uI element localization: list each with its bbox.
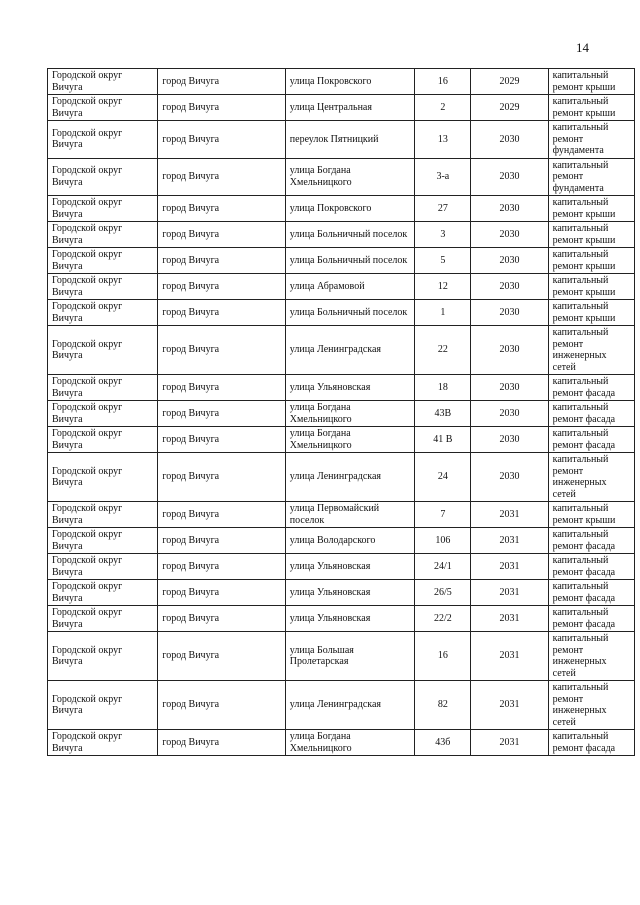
- house-number-cell: 22: [415, 326, 471, 375]
- year-cell: 2030: [471, 121, 548, 159]
- house-number-cell: 3-а: [415, 158, 471, 196]
- year-cell: 2030: [471, 375, 548, 401]
- district-cell: Городской округ Вичуга: [48, 95, 158, 121]
- table-row: [48, 554, 635, 580]
- street-cell: улица Ленинградская: [285, 681, 414, 730]
- street-cell: улица Богдана Хмельницкого: [285, 158, 414, 196]
- district-cell: Городской округ Вичуга: [48, 730, 158, 756]
- city-cell: город Вичуга: [158, 300, 285, 326]
- house-number-cell: 18: [415, 375, 471, 401]
- city-cell: город Вичуга: [158, 502, 285, 528]
- district-cell: Городской округ Вичуга: [48, 375, 158, 401]
- table-row: [48, 427, 635, 453]
- work-type-cell: капитальный ремонт крыши: [548, 274, 634, 300]
- district-cell: Городской округ Вичуга: [48, 554, 158, 580]
- year-cell: 2030: [471, 453, 548, 502]
- year-cell: 2031: [471, 580, 548, 606]
- city-cell: город Вичуга: [158, 730, 285, 756]
- year-cell: 2031: [471, 606, 548, 632]
- table-row: [48, 274, 635, 300]
- house-number-cell: 5: [415, 248, 471, 274]
- table-row: [48, 158, 635, 196]
- work-type-cell: капитальный ремонт крыши: [548, 95, 634, 121]
- work-type-cell: капитальный ремонт фасада: [548, 375, 634, 401]
- city-cell: город Вичуга: [158, 632, 285, 681]
- city-cell: город Вичуга: [158, 222, 285, 248]
- street-cell: улица Первомайский поселок: [285, 502, 414, 528]
- district-cell: Городской округ Вичуга: [48, 681, 158, 730]
- district-cell: Городской округ Вичуга: [48, 401, 158, 427]
- city-cell: город Вичуга: [158, 196, 285, 222]
- work-type-cell: капитальный ремонт фасада: [548, 606, 634, 632]
- district-cell: Городской округ Вичуга: [48, 222, 158, 248]
- year-cell: 2030: [471, 222, 548, 248]
- city-cell: город Вичуга: [158, 121, 285, 159]
- year-cell: 2031: [471, 632, 548, 681]
- table-row: [48, 528, 635, 554]
- work-type-cell: капитальный ремонт инженерных сетей: [548, 681, 634, 730]
- house-number-cell: 7: [415, 502, 471, 528]
- house-number-cell: 2: [415, 95, 471, 121]
- year-cell: 2031: [471, 502, 548, 528]
- work-type-cell: капитальный ремонт крыши: [548, 248, 634, 274]
- year-cell: 2031: [471, 681, 548, 730]
- district-cell: Городской округ Вичуга: [48, 528, 158, 554]
- house-number-cell: 82: [415, 681, 471, 730]
- year-cell: 2030: [471, 158, 548, 196]
- street-cell: улица Богдана Хмельницкого: [285, 401, 414, 427]
- work-type-cell: капитальный ремонт фасада: [548, 730, 634, 756]
- house-number-cell: 27: [415, 196, 471, 222]
- work-type-cell: капитальный ремонт фасада: [548, 528, 634, 554]
- work-type-cell: капитальный ремонт фасада: [548, 580, 634, 606]
- house-number-cell: 24: [415, 453, 471, 502]
- table-row: [48, 121, 635, 159]
- house-number-cell: 3: [415, 222, 471, 248]
- street-cell: улица Богдана Хмельницкого: [285, 730, 414, 756]
- house-number-cell: 43б: [415, 730, 471, 756]
- work-type-cell: капитальный ремонт инженерных сетей: [548, 632, 634, 681]
- district-cell: Городской округ Вичуга: [48, 158, 158, 196]
- city-cell: город Вичуга: [158, 401, 285, 427]
- year-cell: 2030: [471, 196, 548, 222]
- house-number-cell: 26/5: [415, 580, 471, 606]
- street-cell: улица Больничный поселок: [285, 248, 414, 274]
- table-row: [48, 248, 635, 274]
- table-row: [48, 222, 635, 248]
- year-cell: 2030: [471, 427, 548, 453]
- city-cell: город Вичуга: [158, 606, 285, 632]
- year-cell: 2030: [471, 401, 548, 427]
- city-cell: город Вичуга: [158, 248, 285, 274]
- city-cell: город Вичуга: [158, 69, 285, 95]
- house-number-cell: 43В: [415, 401, 471, 427]
- table-row: [48, 401, 635, 427]
- street-cell: улица Покровского: [285, 196, 414, 222]
- street-cell: улица Ульяновская: [285, 606, 414, 632]
- district-cell: Городской округ Вичуга: [48, 606, 158, 632]
- street-cell: улица Покровского: [285, 69, 414, 95]
- work-type-cell: капитальный ремонт крыши: [548, 222, 634, 248]
- table-row: [48, 326, 635, 375]
- table-row: [48, 375, 635, 401]
- work-type-cell: капитальный ремонт инженерных сетей: [548, 326, 634, 375]
- table-row: [48, 502, 635, 528]
- table-row: [48, 632, 635, 681]
- city-cell: город Вичуга: [158, 427, 285, 453]
- street-cell: улица Ленинградская: [285, 326, 414, 375]
- street-cell: улица Володарского: [285, 528, 414, 554]
- house-number-cell: 16: [415, 632, 471, 681]
- district-cell: Городской округ Вичуга: [48, 196, 158, 222]
- house-number-cell: 16: [415, 69, 471, 95]
- city-cell: город Вичуга: [158, 453, 285, 502]
- year-cell: 2029: [471, 69, 548, 95]
- table-row: [48, 196, 635, 222]
- street-cell: улица Богдана Хмельницкого: [285, 427, 414, 453]
- city-cell: город Вичуга: [158, 681, 285, 730]
- table-row: [48, 453, 635, 502]
- table-row: [48, 300, 635, 326]
- street-cell: улица Больничный поселок: [285, 222, 414, 248]
- street-cell: улица Ленинградская: [285, 453, 414, 502]
- city-cell: город Вичуга: [158, 274, 285, 300]
- house-number-cell: 1: [415, 300, 471, 326]
- work-type-cell: капитальный ремонт крыши: [548, 300, 634, 326]
- year-cell: 2029: [471, 95, 548, 121]
- house-number-cell: 13: [415, 121, 471, 159]
- year-cell: 2031: [471, 528, 548, 554]
- work-type-cell: капитальный ремонт фасада: [548, 427, 634, 453]
- city-cell: город Вичуга: [158, 158, 285, 196]
- house-number-cell: 12: [415, 274, 471, 300]
- table-row: [48, 69, 635, 95]
- year-cell: 2031: [471, 730, 548, 756]
- work-type-cell: капитальный ремонт крыши: [548, 196, 634, 222]
- district-cell: Городской округ Вичуга: [48, 300, 158, 326]
- city-cell: город Вичуга: [158, 554, 285, 580]
- street-cell: улица Ульяновская: [285, 554, 414, 580]
- page-number: 14: [576, 40, 589, 55]
- street-cell: улица Ульяновская: [285, 580, 414, 606]
- street-cell: переулок Пятницкий: [285, 121, 414, 159]
- repair-schedule-table: [47, 68, 635, 756]
- city-cell: город Вичуга: [158, 580, 285, 606]
- table-row: [48, 681, 635, 730]
- table-row: [48, 730, 635, 756]
- year-cell: 2030: [471, 274, 548, 300]
- city-cell: город Вичуга: [158, 375, 285, 401]
- work-type-cell: капитальный ремонт фасада: [548, 401, 634, 427]
- year-cell: 2030: [471, 300, 548, 326]
- district-cell: Городской округ Вичуга: [48, 632, 158, 681]
- year-cell: 2031: [471, 554, 548, 580]
- city-cell: город Вичуга: [158, 326, 285, 375]
- table-row: [48, 580, 635, 606]
- house-number-cell: 41 В: [415, 427, 471, 453]
- district-cell: Городской округ Вичуга: [48, 326, 158, 375]
- district-cell: Городской округ Вичуга: [48, 453, 158, 502]
- house-number-cell: 24/1: [415, 554, 471, 580]
- district-cell: Городской округ Вичуга: [48, 274, 158, 300]
- street-cell: улица Большая Пролетарская: [285, 632, 414, 681]
- district-cell: Городской округ Вичуга: [48, 580, 158, 606]
- work-type-cell: капитальный ремонт крыши: [548, 502, 634, 528]
- district-cell: Городской округ Вичуга: [48, 248, 158, 274]
- street-cell: улица Ульяновская: [285, 375, 414, 401]
- city-cell: город Вичуга: [158, 95, 285, 121]
- year-cell: 2030: [471, 248, 548, 274]
- district-cell: Городской округ Вичуга: [48, 121, 158, 159]
- street-cell: улица Абрамовой: [285, 274, 414, 300]
- work-type-cell: капитальный ремонт фундамента: [548, 158, 634, 196]
- district-cell: Городской округ Вичуга: [48, 502, 158, 528]
- table-row: [48, 95, 635, 121]
- work-type-cell: капитальный ремонт крыши: [548, 69, 634, 95]
- house-number-cell: 22/2: [415, 606, 471, 632]
- table-row: [48, 606, 635, 632]
- house-number-cell: 106: [415, 528, 471, 554]
- city-cell: город Вичуга: [158, 528, 285, 554]
- work-type-cell: капитальный ремонт фасада: [548, 554, 634, 580]
- street-cell: улица Центральная: [285, 95, 414, 121]
- district-cell: Городской округ Вичуга: [48, 427, 158, 453]
- work-type-cell: капитальный ремонт инженерных сетей: [548, 453, 634, 502]
- street-cell: улица Больничный поселок: [285, 300, 414, 326]
- year-cell: 2030: [471, 326, 548, 375]
- district-cell: Городской округ Вичуга: [48, 69, 158, 95]
- work-type-cell: капитальный ремонт фундамента: [548, 121, 634, 159]
